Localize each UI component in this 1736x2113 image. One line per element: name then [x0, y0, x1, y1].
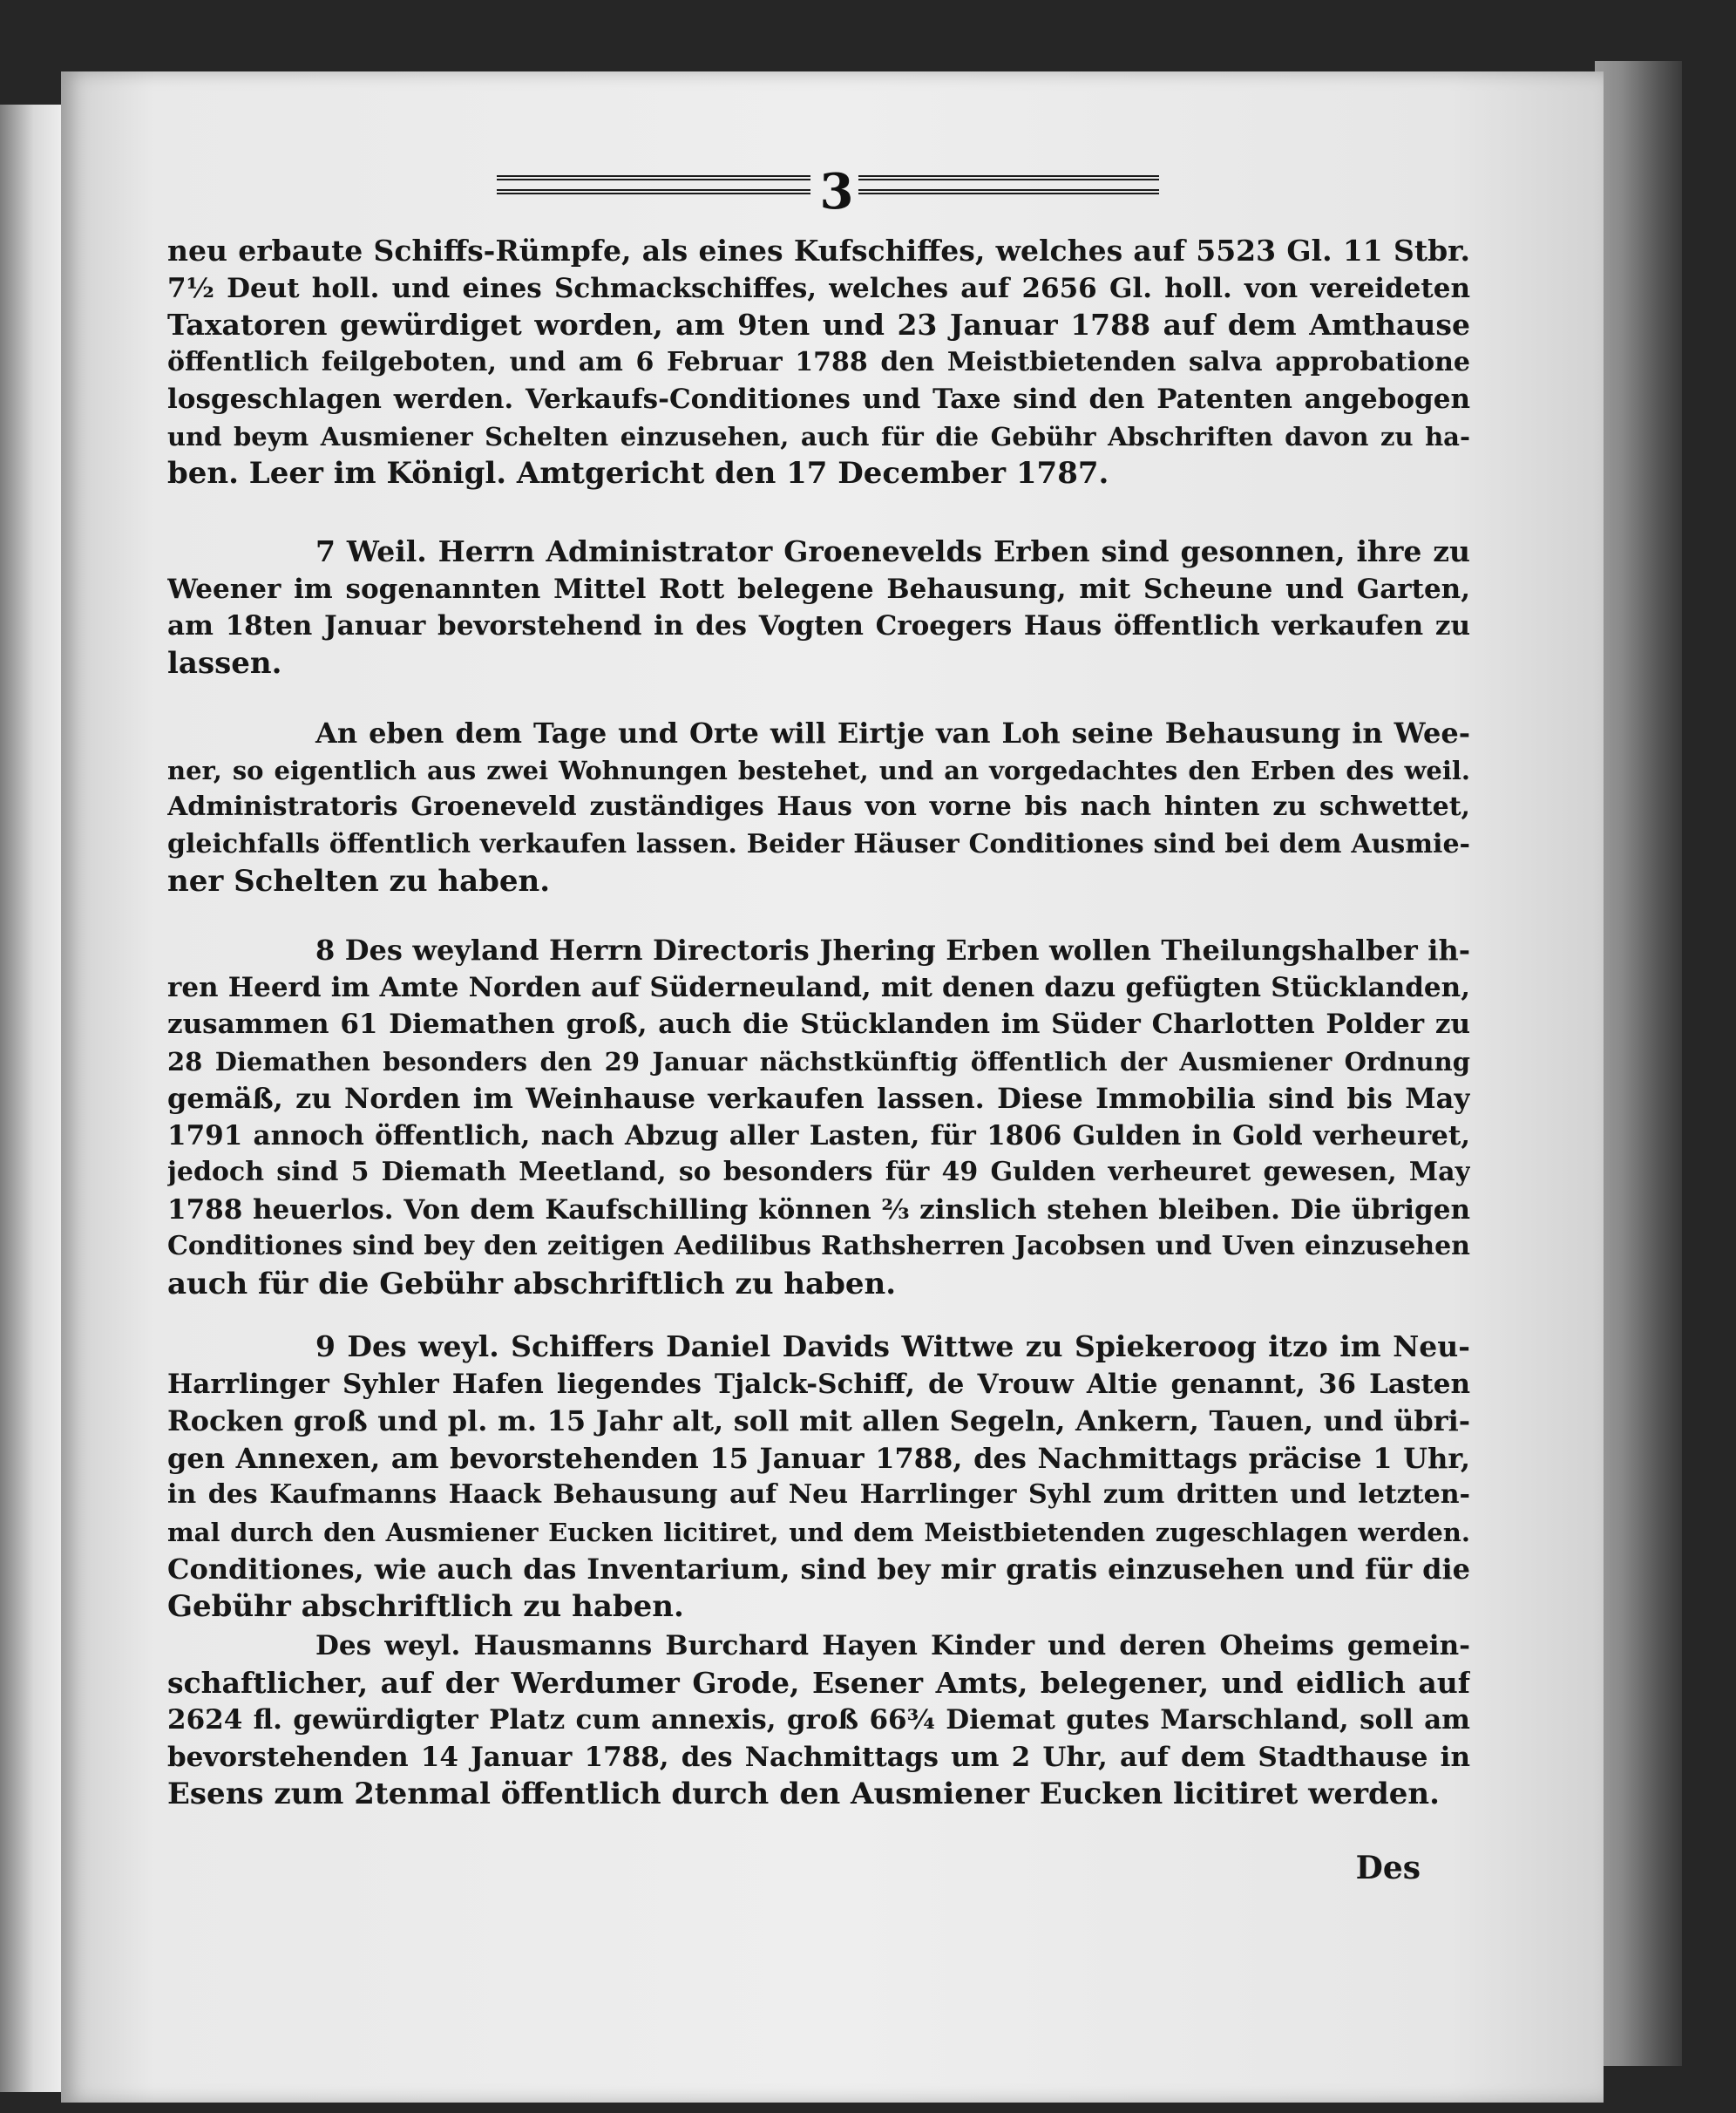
text-line: ben. Leer im Königl. Amtgericht den 17 December 1787. — [167, 456, 1109, 491]
paragraph-1 — [167, 233, 1470, 493]
text-line: Weener im sogenannten Mittel Rott belegene Behausung, mit Scheune und Garten, — [167, 573, 1470, 605]
catchword: Des — [1355, 1850, 1421, 1886]
text-line: Des weyl. Hausmanns Burchard Hayen Kinder und deren Oheims gemein- — [315, 1630, 1470, 1661]
header-rule-right — [858, 175, 1159, 194]
text-line: gemäß, zu Norden im Weinhause verkaufen lassen. Diese Immobilia sind bis May — [167, 1082, 1470, 1115]
text-line: neu erbaute Schiffs-Rümpfe, als eines Kufschiffes, welches auf 5523 Gl. 11 Stbr. — [167, 234, 1470, 268]
text-line: losgeschlagen werden. Verkaufs-Conditiones und Taxe sind den Patenten angebogen — [167, 384, 1470, 415]
text-line: mal durch den Ausmiener Eucken licitiret, und dem Meistbietenden zugeschlagen werden. — [167, 1517, 1470, 1547]
text-line: zusammen 61 Diemathen groß, auch die Stücklanden im Süder Charlotten Polder zu — [167, 1009, 1470, 1040]
text-line: Harrlinger Syhler Hafen liegendes Tjalck-Schiff, de Vrouw Altie genannt, 36 Lasten — [167, 1368, 1470, 1400]
paragraph-4 — [167, 932, 1470, 1302]
page-header — [61, 163, 1604, 221]
header-rule-left — [497, 175, 810, 194]
text-line: Rocken groß und pl. m. 15 Jahr alt, soll mit allen Segeln, Ankern, Tauen, und übri- — [167, 1404, 1470, 1437]
text-line: schaftlicher, auf der Werdumer Grode, Esener Amts, belegener, und eidlich auf — [167, 1665, 1470, 1700]
paragraph-6 — [167, 1627, 1470, 1813]
text-line: öffentlich feilgeboten, und am 6 Februar 1788 den Meistbietenden salva approbatione — [167, 346, 1470, 377]
paragraph-3 — [167, 715, 1470, 900]
text-line: am 18ten Januar bevorstehend in des Vogten Croegers Haus öffentlich verkaufen zu — [167, 610, 1470, 642]
text-line: ren Heerd im Amte Norden auf Süderneuland, mit denen dazu gefügten Stücklanden, — [167, 971, 1470, 1003]
page-number: 3 — [819, 163, 854, 221]
facing-page-edge — [0, 105, 64, 2092]
text-line: gen Annexen, am bevorstehenden 15 Januar 1788, des Nachmittags präcise 1 Uhr, — [167, 1441, 1470, 1475]
text-line: 1788 heuerlos. Von dem Kaufschilling können ⅔ zinslich stehen bleiben. Die übrigen — [167, 1193, 1470, 1226]
book-edge — [1595, 61, 1682, 2066]
text-line: bevorstehenden 14 Januar 1788, des Nachmittags um 2 Uhr, auf dem Stadthause in — [167, 1741, 1470, 1773]
text-line: 2624 fl. gewürdigter Platz cum annexis, groß 66¾ Diemat gutes Marschland, soll am — [167, 1704, 1470, 1736]
text-line: jedoch sind 5 Diemath Meetland, so besonders für 49 Gulden verheuret gewesen, May — [167, 1157, 1470, 1187]
text-line: 9 Des weyl. Schiffers Daniel Davids Wittwe zu Spiekeroog itzo im Neu- — [315, 1329, 1470, 1363]
paragraph-2 — [167, 533, 1470, 682]
text-line: 8 Des weyland Herrn Directoris Jhering Erben wollen Theilungshalber ih- — [315, 934, 1470, 967]
text-line: auch für die Gebühr abschriftlich zu haben. — [167, 1266, 897, 1301]
text-line: Conditiones sind bey den zeitigen Aedilibus Rathsherren Jacobsen und Uven einzusehen — [167, 1231, 1470, 1261]
text-line: Gebühr abschriftlich zu haben. — [167, 1588, 684, 1624]
text-line: ner, so eigentlich aus zwei Wohnungen bestehet, und an vorgedachtes den Erben des weil. — [167, 755, 1470, 785]
text-line: in des Kaufmanns Haack Behausung auf Neu Harrlinger Syhl zum dritten und letzten- — [167, 1479, 1470, 1510]
text-line: gleichfalls öffentlich verkaufen lassen. Beider Häuser Conditiones sind bei dem Ausmie- — [167, 828, 1470, 859]
text-line: ner Schelten zu haben. — [167, 864, 551, 899]
paragraph-5 — [167, 1328, 1470, 1625]
text-line: 7½ Deut holl. und eines Schmackschiffes, welches auf 2656 Gl. holl. von vereideten — [167, 272, 1470, 304]
text-line: Conditiones, wie auch das Inventarium, sind bey mir gratis einzusehen und für die — [167, 1552, 1470, 1586]
text-line: lassen. — [167, 645, 282, 681]
text-line: 28 Diemathen besonders den 29 Januar nächstkünftig öffentlich der Ausmiener Ordnung — [167, 1046, 1470, 1077]
page — [61, 71, 1604, 2103]
text-line: und beym Ausmiener Schelten einzusehen, auch für die Gebühr Abschriften davon zu ha- — [167, 421, 1470, 452]
text-line: Taxatoren gewürdiget worden, am 9ten und 23 Januar 1788 auf dem Amthause — [167, 308, 1470, 342]
text-line: An eben dem Tage und Orte will Eirtje van Loh seine Behausung in Wee- — [315, 717, 1470, 750]
text-line: Esens zum 2tenmal öffentlich durch den Ausmiener Eucken licitiret werden. — [167, 1777, 1440, 1811]
text-line: Administratoris Groeneveld zuständiges Haus von vorne bis nach hinten zu schwettet, — [167, 792, 1470, 822]
text-line: 7 Weil. Herrn Administrator Groenevelds Erben sind gesonnen, ihre zu — [315, 534, 1470, 568]
text-line: 1791 annoch öffentlich, nach Abzug aller Lasten, für 1806 Gulden in Gold verheuret, — [167, 1119, 1470, 1152]
